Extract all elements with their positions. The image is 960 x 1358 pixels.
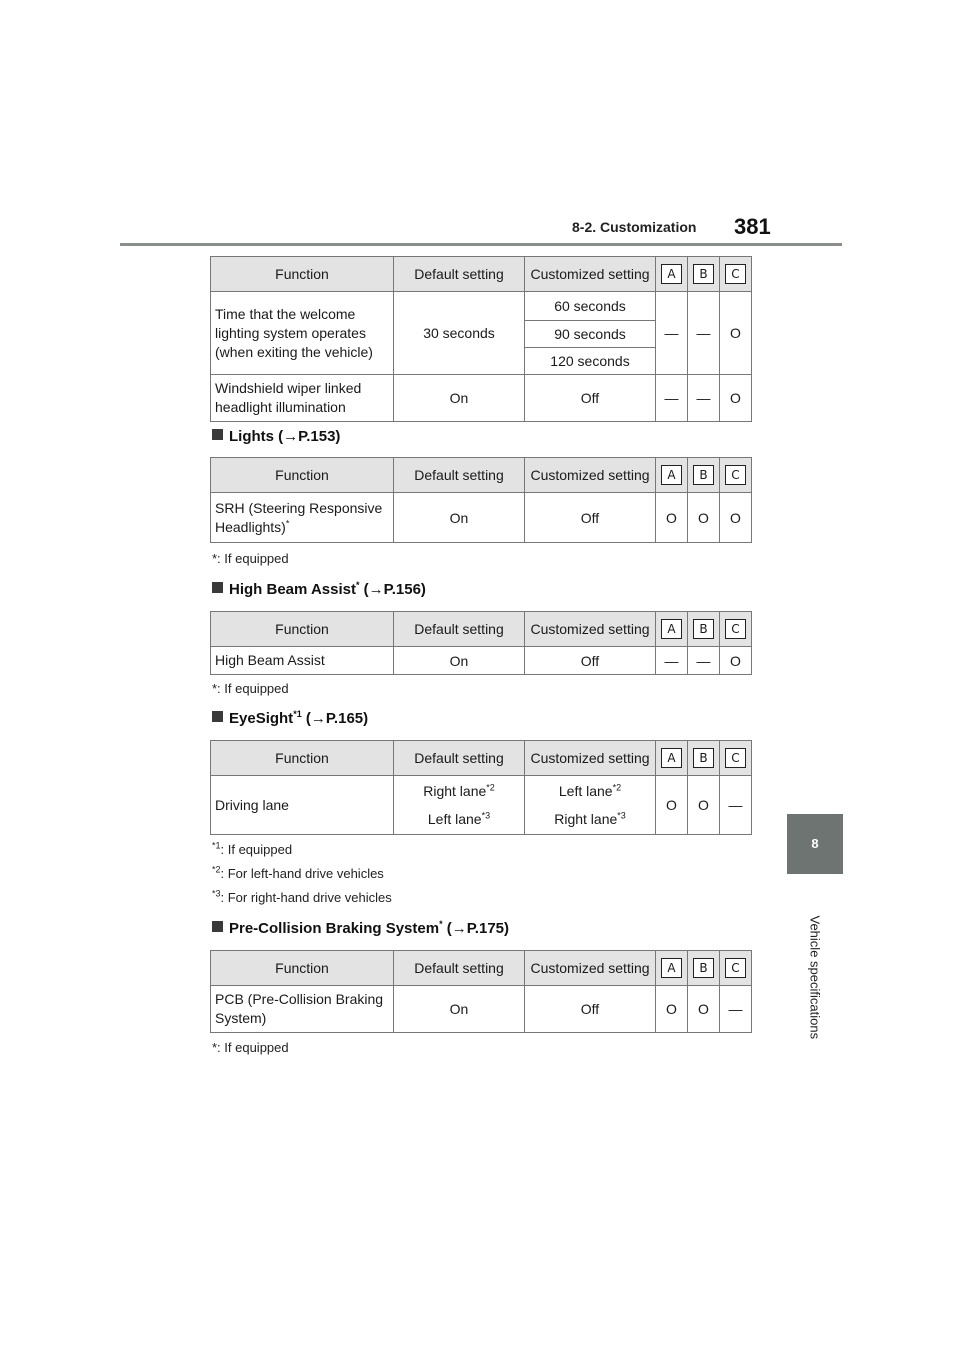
header-a <box>656 257 688 292</box>
square-bullet-icon <box>212 429 223 440</box>
c-icon: C <box>725 748 746 768</box>
footnote-mark: *2 <box>212 864 221 875</box>
table-row <box>211 986 752 1033</box>
table-header-row <box>211 612 752 647</box>
c-cell: O <box>720 375 752 422</box>
header-customized: Customized setting <box>525 458 656 493</box>
footnote-mark: *3 <box>481 810 491 821</box>
b-cell: — <box>688 375 720 422</box>
a-cell: O <box>656 986 688 1033</box>
header-a <box>656 951 688 986</box>
c-cell: O <box>720 647 752 675</box>
square-bullet-icon <box>212 921 223 932</box>
custom-cell: Off <box>525 647 656 675</box>
a-cell: — <box>656 292 688 375</box>
header-default: Default setting <box>394 612 525 647</box>
header-function: Function <box>211 741 394 776</box>
header-b <box>688 612 720 647</box>
c-cell: — <box>720 776 752 835</box>
default-cell: On <box>394 647 525 675</box>
b-icon: B <box>693 619 714 639</box>
header-function: Function <box>211 951 394 986</box>
b-cell: O <box>688 493 720 543</box>
header-c <box>720 951 752 986</box>
header-c <box>720 458 752 493</box>
b-cell: O <box>688 986 720 1033</box>
page-ref: (→P.165) <box>301 710 369 727</box>
page-number: 381 <box>734 214 771 239</box>
footnote-mark: * <box>439 919 443 929</box>
default-cell <box>394 776 525 835</box>
footnote: *: If equipped <box>212 551 289 566</box>
square-bullet-icon <box>212 711 223 722</box>
default-line <box>394 777 524 805</box>
c-icon: C <box>725 264 746 284</box>
header-default: Default setting <box>394 458 525 493</box>
footnote-mark: *1 <box>293 709 302 719</box>
a-cell: O <box>656 493 688 543</box>
header-default: Default setting <box>394 741 525 776</box>
default-line <box>394 805 524 833</box>
lights-heading <box>212 428 340 445</box>
header-function: Function <box>211 612 394 647</box>
default-cell: 30 seconds <box>394 292 525 375</box>
custom-cell <box>525 776 656 835</box>
c-cell: O <box>720 292 752 375</box>
footnote-text: : For left-hand drive vehicles <box>220 866 384 881</box>
lights-table <box>210 457 752 543</box>
header-default: Default setting <box>394 951 525 986</box>
b-cell: — <box>688 647 720 675</box>
function-cell: High Beam Assist <box>211 647 394 675</box>
a-icon: A <box>661 958 682 978</box>
custom-cell: Off <box>525 986 656 1033</box>
c-cell: — <box>720 986 752 1033</box>
custom-cell: Off <box>525 375 656 422</box>
a-icon: A <box>661 465 682 485</box>
function-cell: Windshield wiper linked headlight illumination <box>211 375 394 422</box>
footnote-text: : For right-hand drive vehicles <box>220 890 392 905</box>
function-text: SRH (Steering Responsive Headlights) <box>215 499 383 535</box>
b-icon: B <box>693 264 714 284</box>
header-function: Function <box>211 257 394 292</box>
chapter-side-label: Vehicle specifications <box>807 915 823 1040</box>
table-row <box>211 493 752 543</box>
footnote-mark: *2 <box>486 782 495 793</box>
footnote-mark: * <box>355 580 360 590</box>
function-cell: PCB (Pre-Collision Braking System) <box>211 986 394 1033</box>
header-b <box>688 741 720 776</box>
lights-title: Lights (→P.153) <box>229 428 341 445</box>
header-b <box>688 951 720 986</box>
square-bullet-icon <box>212 582 223 593</box>
page-ref: (→P.156) <box>359 581 426 598</box>
function-cell: Time that the welcome lighting system operates (when exiting the vehicle) <box>211 292 394 375</box>
table-header-row <box>211 951 752 986</box>
high-beam-table <box>210 611 752 675</box>
default-value: Right lane <box>423 783 487 799</box>
default-value: Left lane <box>427 811 482 827</box>
b-cell: O <box>688 776 720 835</box>
custom-line <box>525 805 655 833</box>
chapter-tab: 8 <box>787 814 843 874</box>
custom-value: Right lane <box>554 811 618 827</box>
header-b <box>688 458 720 493</box>
footnote <box>212 842 292 857</box>
c-icon: C <box>725 619 746 639</box>
header-c <box>720 257 752 292</box>
header-b <box>688 257 720 292</box>
footnote-mark: *3 <box>212 888 221 899</box>
footnote <box>212 866 384 881</box>
footnote: *: If equipped <box>212 681 289 696</box>
b-icon: B <box>693 958 714 978</box>
welcome-lighting-table <box>210 256 752 422</box>
footnote: *: If equipped <box>212 1040 289 1055</box>
pcb-heading <box>212 920 509 937</box>
section-header: 8-2. Customization <box>572 219 697 235</box>
header-a <box>656 458 688 493</box>
a-icon: A <box>661 619 682 639</box>
c-icon: C <box>725 958 746 978</box>
table-header-row <box>211 257 752 292</box>
a-icon: A <box>661 748 682 768</box>
a-cell: — <box>656 647 688 675</box>
page-ref: (→P.175) <box>442 920 510 937</box>
pcb-table <box>210 950 752 1033</box>
header-default: Default setting <box>394 257 525 292</box>
header-function: Function <box>211 458 394 493</box>
option-cell: 90 seconds <box>525 321 656 348</box>
table-header-row <box>211 741 752 776</box>
custom-line <box>525 777 655 805</box>
function-cell <box>211 493 394 543</box>
header-customized: Customized setting <box>525 741 656 776</box>
header-customized: Customized setting <box>525 612 656 647</box>
pcb-title: Pre-Collision Braking System <box>229 920 440 937</box>
footnote-mark: *1 <box>212 840 221 851</box>
function-cell: Driving lane <box>211 776 394 835</box>
b-cell: — <box>688 292 720 375</box>
option-cell: 60 seconds <box>525 292 656 321</box>
eyesight-table <box>210 740 752 835</box>
table-row <box>211 776 752 835</box>
a-cell: — <box>656 375 688 422</box>
eyesight-heading <box>212 710 368 727</box>
custom-cell: Off <box>525 493 656 543</box>
b-icon: B <box>693 465 714 485</box>
header-c <box>720 612 752 647</box>
high-beam-title: High Beam Assist <box>229 581 356 598</box>
footnote-mark: * <box>285 517 290 528</box>
footnote-text: : If equipped <box>220 842 293 857</box>
table-row <box>211 647 752 675</box>
custom-value: Left lane <box>558 783 613 799</box>
table-row <box>211 292 752 321</box>
default-cell: On <box>394 986 525 1033</box>
header-c <box>720 741 752 776</box>
a-cell: O <box>656 776 688 835</box>
c-cell: O <box>720 493 752 543</box>
b-icon: B <box>693 748 714 768</box>
table-header-row <box>211 458 752 493</box>
eyesight-title: EyeSight <box>229 710 294 727</box>
footnote <box>212 890 392 905</box>
header-a <box>656 612 688 647</box>
c-icon: C <box>725 465 746 485</box>
footnote-mark: *3 <box>617 810 626 821</box>
footnote-mark: *2 <box>612 782 622 793</box>
header-customized: Customized setting <box>525 257 656 292</box>
header-customized: Customized setting <box>525 951 656 986</box>
option-cell: 120 seconds <box>525 348 656 375</box>
table-row <box>211 375 752 422</box>
header-divider <box>120 243 842 246</box>
default-cell: On <box>394 493 525 543</box>
default-cell: On <box>394 375 525 422</box>
high-beam-heading <box>212 581 426 598</box>
a-icon: A <box>661 264 682 284</box>
header-a <box>656 741 688 776</box>
